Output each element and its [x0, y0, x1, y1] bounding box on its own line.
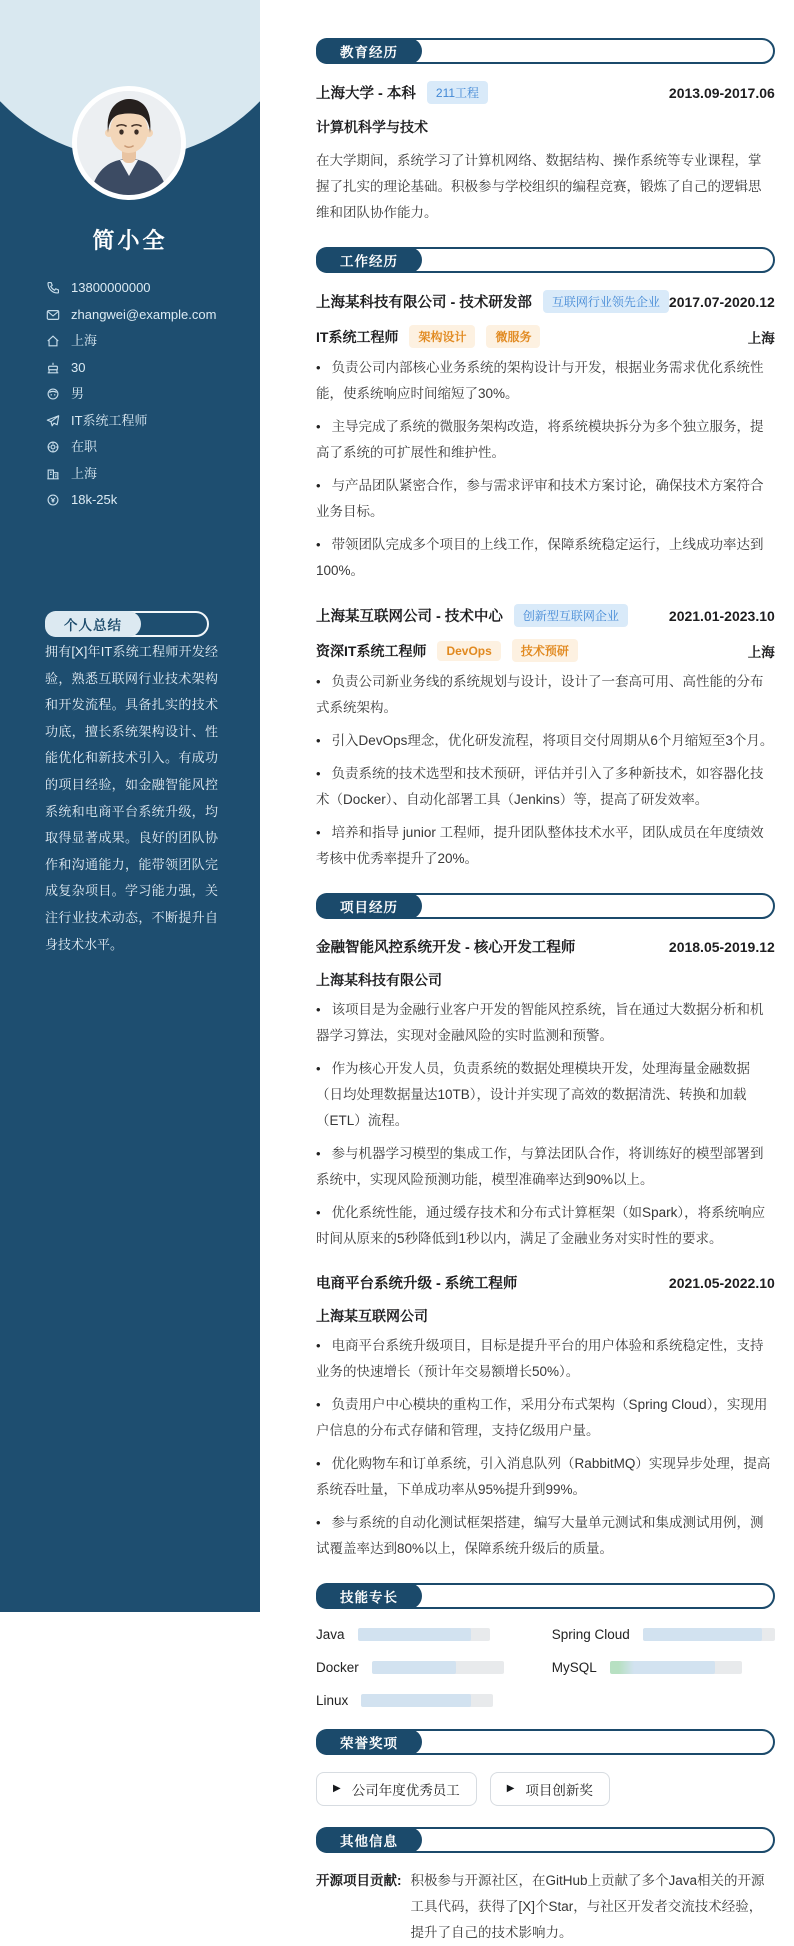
- education-section-header: [316, 38, 775, 64]
- honors-section-title: 荣誉奖项: [316, 1729, 422, 1755]
- honor-label: 公司年度优秀员工: [351, 1783, 460, 1798]
- avatar-photo: [72, 86, 186, 200]
- education-entry-header: [316, 81, 775, 104]
- skill-bar-track: [361, 1694, 493, 1707]
- bullet-dot-icon: •: [316, 537, 321, 552]
- bullet-dot-icon: •: [316, 1146, 321, 1161]
- bullet-dot-icon: •: [316, 478, 321, 493]
- skill-bar-fill: [610, 1661, 716, 1674]
- job-date: 2021.01-2023.10: [668, 607, 775, 624]
- bullet-dot-icon: •: [316, 1515, 321, 1530]
- bullet-item: • 参与系统的自动化测试框架搭建，编写大量单元测试和集成测试用例，测试覆盖率达到80%以上，保障系统升级后的质量。: [316, 1515, 764, 1556]
- skill-bar-fill: [358, 1628, 472, 1641]
- skill-bar-track: [610, 1661, 742, 1674]
- summary-section-header: [45, 611, 209, 637]
- resume-main: [260, 0, 794, 1940]
- project-header: [316, 936, 775, 957]
- education-description: 在大学期间，系统学习了计算机网络、数据结构、操作系统等专业课程，掌握了扎实的理论基础。积极参与学校组织的编程竞赛，锻炼了自己的逻辑思维和团队协作能力。: [316, 153, 762, 220]
- honor-item: [490, 1772, 610, 1806]
- bullet-item: • 优化购物车和订单系统，引入消息队列（RabbitMQ）实现异步处理，提高系统吞吐量，下单成功率从95%提升到99%。: [316, 1456, 771, 1497]
- job-header: [316, 604, 775, 627]
- salary-icon: [46, 493, 60, 507]
- bullet-dot-icon: •: [316, 1061, 321, 1076]
- skill-name: MySQL: [551, 1660, 597, 1675]
- school-name: 上海大学 - 本科: [316, 86, 416, 102]
- job-date: 2017.07-2020.12: [668, 293, 775, 310]
- bullet-dot-icon: •: [316, 825, 321, 840]
- gender-icon: [46, 387, 60, 401]
- skill-bar-fill: [643, 1628, 762, 1641]
- section-other: [316, 1827, 775, 1946]
- skill-item: [316, 1627, 526, 1642]
- project-bullets: [316, 997, 775, 1252]
- job-tag: DevOps: [437, 641, 500, 661]
- work-section-title: 工作经历: [316, 247, 422, 273]
- project-name: 金融智能风控系统开发 - 核心开发工程师: [316, 940, 576, 956]
- company-badge: 互联网行业领先企业: [543, 290, 669, 313]
- contact-item-age: [46, 361, 236, 375]
- bullet-dot-icon: •: [316, 1456, 321, 1471]
- skill-name: Spring Cloud: [551, 1627, 630, 1642]
- contact-value: IT系统工程师: [71, 412, 148, 428]
- skill-bar-track: [372, 1661, 504, 1674]
- email-icon: [46, 308, 60, 322]
- bullet-item: • 带领团队完成多个项目的上线工作，保障系统稳定运行，上线成功率达到100%。: [316, 537, 764, 578]
- bullet-item: • 引入DevOps理念，优化研发流程，将项目交付周期从6个月缩短至3个月。: [316, 733, 774, 748]
- job-tag: 技术预研: [512, 639, 578, 662]
- section-education: [316, 38, 775, 226]
- job-role: IT系统工程师: [316, 328, 399, 345]
- skill-bar-fill: [372, 1661, 456, 1674]
- contact-value: 上海: [71, 465, 98, 481]
- contact-list: [46, 281, 236, 520]
- major-name: 计算机科学与技术: [316, 119, 428, 135]
- other-section-header: [316, 1827, 775, 1853]
- job-bullets: [316, 355, 775, 584]
- summary-text: 拥有[X]年IT系统工程师开发经验，熟悉互联网行业技术架构和开发流程。具备扎实的技术功底，擅长系统架构设计、性能优化和新技术引入。有成功的项目经验，如金融智能风控系统和电商平台系统升级，均取得显著成果。良好的团队协作和沟通能力，能带领团队完成复杂项目。学习能力强，关注行业技术动态，不断提升自身技术水平。: [45, 644, 218, 952]
- contact-item-email: [46, 308, 236, 322]
- city-icon: [46, 467, 60, 481]
- contact-item-gender: [46, 387, 236, 401]
- job-header: [316, 290, 775, 313]
- job-entry: [316, 290, 775, 584]
- skill-name: Java: [316, 1627, 345, 1642]
- project-bullets: [316, 1333, 775, 1562]
- job-subheader: [316, 639, 775, 662]
- bullet-dot-icon: •: [316, 1397, 321, 1412]
- bullet-item: • 负责用户中心模块的重构工作，采用分布式架构（Spring Cloud），实现用户信息的分布式存储和管理，支持亿级用户量。: [316, 1397, 768, 1438]
- section-honors: [316, 1729, 775, 1806]
- school-badge: 211工程: [427, 81, 488, 104]
- skill-bar-fill: [361, 1694, 471, 1707]
- projects-section-title: 项目经历: [316, 893, 422, 919]
- project-header: [316, 1272, 775, 1293]
- work-section-header: [316, 247, 775, 273]
- education-date: 2013.09-2017.06: [668, 84, 775, 101]
- age-icon: [46, 361, 60, 375]
- skill-item: [552, 1627, 775, 1642]
- contact-value: 男: [71, 386, 85, 401]
- company-name: 上海某互联网公司 - 技术中心: [316, 609, 503, 625]
- project-entry: [316, 936, 775, 1252]
- project-date: 2018.05-2019.12: [668, 938, 775, 955]
- project-entry: [316, 1272, 775, 1562]
- bullet-item: • 负责系统的技术选型和技术预研，评估并引入了多种新技术，如容器化技术（Docker）、自动化部署工具（Jenkins）等，提高了研发效率。: [316, 766, 764, 807]
- phone-icon: [46, 281, 60, 295]
- job-entry: [316, 604, 775, 872]
- job-tag: 微服务: [486, 325, 540, 348]
- bullet-item: • 电商平台系统升级项目，目标是提升平台的用户体验和系统稳定性，支持业务的快速增长（预计年交易额增长50%）。: [316, 1338, 764, 1379]
- contact-item-city: [46, 467, 236, 481]
- contact-value: 13800000000: [71, 280, 151, 295]
- projects-section-header: [316, 893, 775, 919]
- candidate-name: 简小全: [92, 228, 168, 253]
- bullet-item: • 负责公司内部核心业务系统的架构设计与开发，根据业务需求优化系统性能，使系统响应时间缩短了30%。: [316, 360, 764, 401]
- contact-value: 上海: [71, 333, 98, 348]
- honor-item: [316, 1772, 477, 1806]
- project-company: 上海某科技有限公司: [316, 972, 442, 988]
- skill-name: Linux: [316, 1693, 349, 1708]
- bullet-item: • 优化系统性能，通过缓存技术和分布式计算框架（如Spark），将系统响应时间从原来的5秒降低到1秒以内，满足了金融业务对实时性的要求。: [316, 1205, 766, 1246]
- honors-list: [316, 1772, 775, 1806]
- contact-item-title: [46, 414, 236, 428]
- skill-name: Docker: [316, 1660, 359, 1675]
- contact-item-salary: [46, 493, 236, 507]
- home-icon: [46, 334, 60, 348]
- education-section-title: 教育经历: [316, 38, 422, 64]
- company-badge: 创新型互联网企业: [514, 604, 628, 627]
- summary-section-title: 个人总结: [45, 611, 141, 637]
- bullet-dot-icon: •: [316, 1002, 321, 1017]
- bullet-dot-icon: •: [316, 1205, 321, 1220]
- section-skills: [316, 1583, 775, 1708]
- bullet-item: • 该项目是为金融行业客户开发的智能风控系统，旨在通过大数据分析和机器学习算法，实现对金融风险的实时监测和预警。: [316, 1002, 764, 1043]
- job-role: 资深IT系统工程师: [316, 642, 427, 659]
- company-name: 上海某科技有限公司 - 技术研发部: [316, 295, 532, 311]
- bullet-dot-icon: •: [316, 674, 321, 689]
- section-projects: [316, 893, 775, 1562]
- bullet-dot-icon: •: [316, 733, 321, 748]
- skill-item: [552, 1660, 775, 1675]
- contact-item-hometown: [46, 334, 236, 348]
- section-work: [316, 247, 775, 872]
- project-date: 2021.05-2022.10: [668, 1274, 775, 1291]
- contact-value: 18k-25k: [71, 492, 118, 507]
- skills-grid: [316, 1627, 775, 1708]
- skill-item: [316, 1660, 526, 1675]
- project-company: 上海某互联网公司: [316, 1308, 428, 1324]
- job-icon: [46, 414, 60, 428]
- play-icon: ▶: [333, 1783, 341, 1794]
- contact-item-status: [46, 440, 236, 454]
- skills-section-title: 技能专长: [316, 1583, 422, 1609]
- contact-value: zhangwei@example.com: [71, 306, 217, 322]
- contact-value: 30: [71, 359, 86, 375]
- contact-value: 在职: [71, 439, 98, 454]
- bullet-dot-icon: •: [316, 1338, 321, 1353]
- honor-label: 项目创新奖: [525, 1783, 593, 1798]
- skills-section-header: [316, 1583, 775, 1609]
- bullet-item: • 培养和指导 junior 工程师，提升团队整体技术水平，团队成员在年度绩效考核中优秀率提升了20%。: [316, 825, 764, 866]
- project-name: 电商平台系统升级 - 系统工程师: [316, 1276, 518, 1292]
- status-icon: [46, 440, 60, 454]
- other-info-label: 开源项目贡献:: [316, 1873, 402, 1888]
- skill-item: [316, 1693, 526, 1708]
- job-location: 上海: [747, 330, 775, 346]
- sidebar: [0, 0, 260, 1612]
- job-subheader: [316, 325, 775, 348]
- bullet-dot-icon: •: [316, 360, 321, 375]
- job-bullets: [316, 669, 775, 872]
- contact-item-phone: [46, 281, 236, 295]
- portrait-illustration: [77, 91, 181, 195]
- play-icon: ▶: [506, 1783, 515, 1794]
- other-section-title: 其他信息: [316, 1827, 422, 1853]
- bullet-dot-icon: •: [316, 766, 321, 781]
- bullet-dot-icon: •: [316, 419, 321, 434]
- skill-bar-track: [358, 1628, 490, 1641]
- other-info-row: [316, 1868, 775, 1946]
- other-info-text: 积极参与开源社区，在GitHub上贡献了多个Java相关的开源工具代码，获得了[X]个Star，与社区开发者交流技术经验，提升了自己的技术影响力。: [410, 1873, 765, 1940]
- honors-section-header: [316, 1729, 775, 1755]
- bullet-item: • 参与机器学习模型的集成工作，与算法团队合作，将训练好的模型部署到系统中，实现风险预测功能，模型准确率达到90%以上。: [316, 1146, 764, 1187]
- bullet-item: • 负责公司新业务线的系统规划与设计，设计了一套高可用、高性能的分布式系统架构。: [316, 674, 764, 715]
- bullet-item: • 与产品团队紧密合作，参与需求评审和技术方案讨论，确保技术方案符合业务目标。: [316, 478, 764, 519]
- bullet-item: • 主导完成了系统的微服务架构改造，将系统模块拆分为多个独立服务，提高了系统的可扩展性和维护性。: [316, 419, 764, 460]
- bullet-item: • 作为核心开发人员，负责系统的数据处理模块开发，处理海量金融数据（日均处理数据量达10TB），设计并实现了高效的数据清洗、转换和加载（ETL）流程。: [316, 1061, 751, 1128]
- skill-bar-track: [643, 1628, 775, 1641]
- job-tag: 架构设计: [409, 325, 475, 348]
- job-location: 上海: [747, 644, 775, 660]
